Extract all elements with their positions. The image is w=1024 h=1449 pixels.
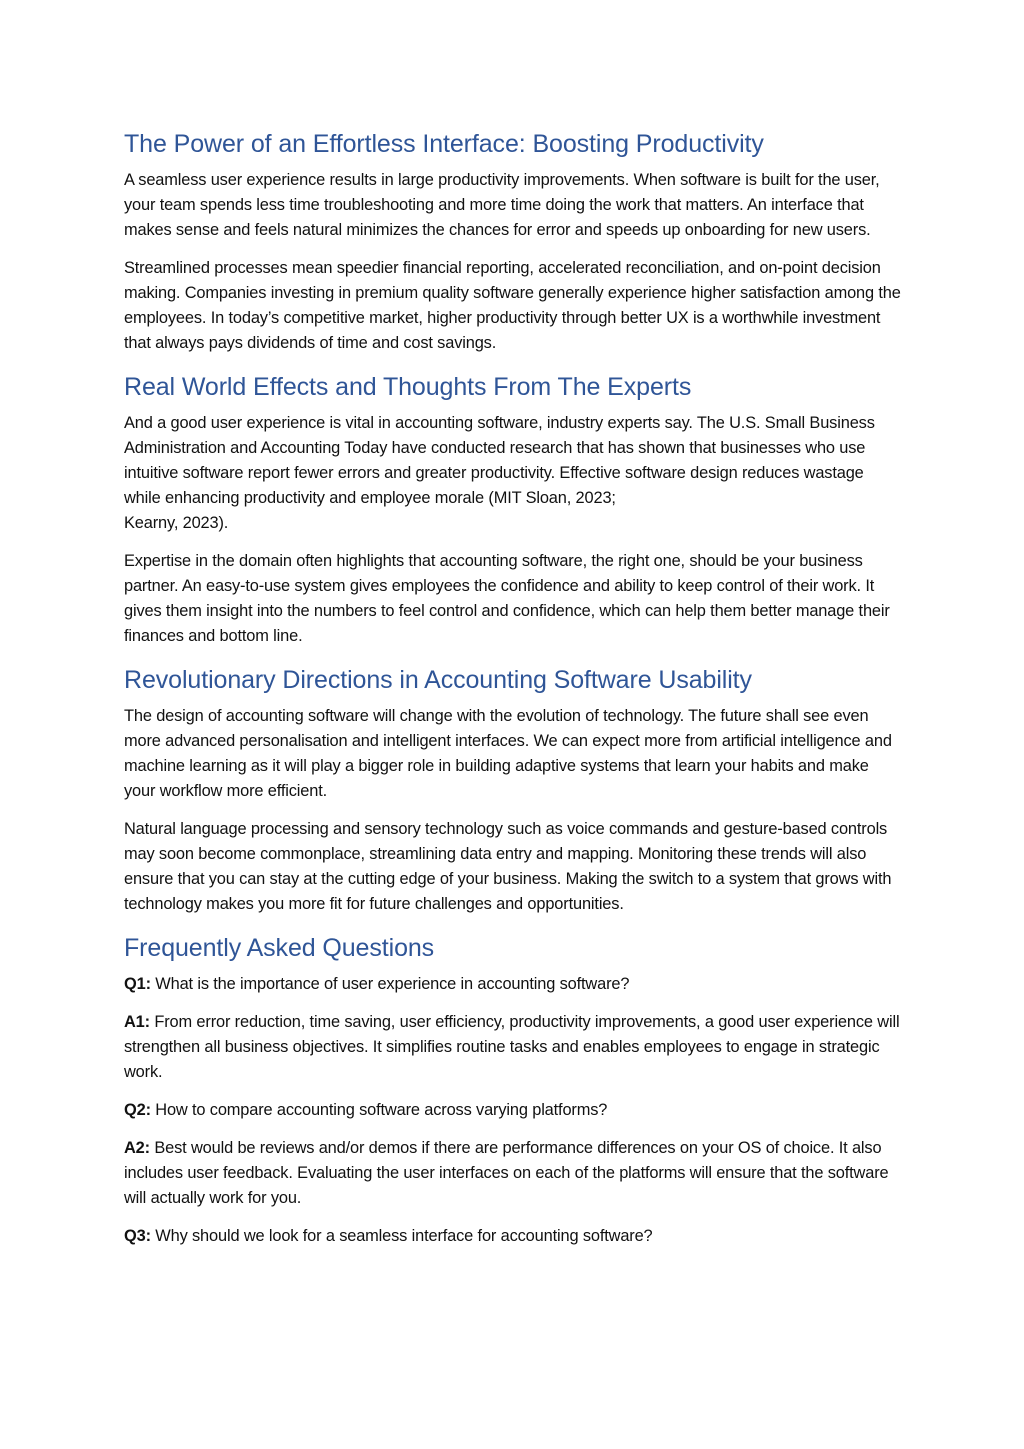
faq-answer — [124, 1010, 904, 1085]
faq-label: A1: — [124, 1013, 150, 1031]
faq-question — [124, 972, 904, 997]
body-paragraph: A seamless user experience results in large productivity improvements. When software is built for the user, your team spends less time troubleshooting and more time doing the work that matters. An interface that makes sense and feels natural minimizes the chances for error and speeds up onboarding for new users. — [124, 171, 880, 239]
faq-text: How to compare accounting software across varying platforms? — [150, 1101, 608, 1119]
body-paragraph: The design of accounting software will change with the evolution of technology. The future shall see even more advanced personalisation and intelligent interfaces. We can expect more from artificial intelligence and machine learning as it will play a bigger role in building adaptive systems that learn your habits and make your workflow more efficient. — [124, 707, 892, 800]
faq-label: Q1: — [124, 975, 151, 993]
section-heading: Revolutionary Directions in Accounting Software Usability — [124, 666, 752, 694]
section-heading: Real World Effects and Thoughts From The Experts — [124, 373, 692, 401]
body-paragraph: And a good user experience is vital in accounting software, industry experts say. The U.S. Small Business Administration and Accounting Today have conducted research that has shown that businesses who use intuitive software report fewer errors and greater productivity. Effective software design reduces wastage while enhancing productivity and employee morale (MIT Sloan, 2023; — [124, 414, 875, 507]
faq-question — [124, 1224, 904, 1249]
faq-answer — [124, 1136, 904, 1211]
body-paragraph: Natural language processing and sensory technology such as voice commands and gesture-based controls may soon become commonplace, streamlining data entry and mapping. Monitoring these trends will also ensure that you can stay at the cutting edge of your business. Making the switch to a system that grows with technology makes you more fit for future challenges and opportunities. — [124, 820, 892, 913]
section-heading: The Power of an Effortless Interface: Boosting Productivity — [124, 130, 764, 158]
faq-text: From error reduction, time saving, user efficiency, productivity improvements, a good user experience will strengthen all business objectives. It simplifies routine tasks and enables employees to engage in strategic work. — [124, 1013, 900, 1081]
section-faq — [124, 930, 904, 1249]
body-paragraph: Kearny, 2023). — [124, 514, 229, 532]
body-paragraph: Streamlined processes mean speedier financial reporting, accelerated reconciliation, and on-point decision making. Companies investing in premium quality software generally experience higher satisfaction among the employees. In today’s competitive market, higher productivity through better UX is a worthwhile investment that always pays dividends of time and cost savings. — [124, 259, 901, 352]
faq-text: Why should we look for a seamless interface for accounting software? — [150, 1227, 653, 1245]
section-productivity — [124, 126, 904, 356]
section-real-world-effects — [124, 369, 904, 649]
faq-label: Q2: — [124, 1101, 151, 1119]
faq-label: A2: — [124, 1139, 150, 1157]
section-revolutionary-directions — [124, 662, 904, 917]
faq-text: What is the importance of user experience in accounting software? — [150, 975, 630, 993]
faq-question — [124, 1098, 904, 1123]
document-page — [124, 126, 904, 1262]
body-paragraph: Expertise in the domain often highlights that accounting software, the right one, should be your business partner. An easy-to-use system gives employees the confidence and ability to keep control of their work. It gives them insight into the numbers to feel control and confidence, which can help them better manage their finances and bottom line. — [124, 552, 890, 645]
faq-label: Q3: — [124, 1227, 151, 1245]
faq-heading: Frequently Asked Questions — [124, 934, 435, 962]
faq-text: Best would be reviews and/or demos if there are performance differences on your OS of choice. It also includes user feedback. Evaluating the user interfaces on each of the platforms will ensure that the software will actually work for you. — [124, 1139, 889, 1207]
